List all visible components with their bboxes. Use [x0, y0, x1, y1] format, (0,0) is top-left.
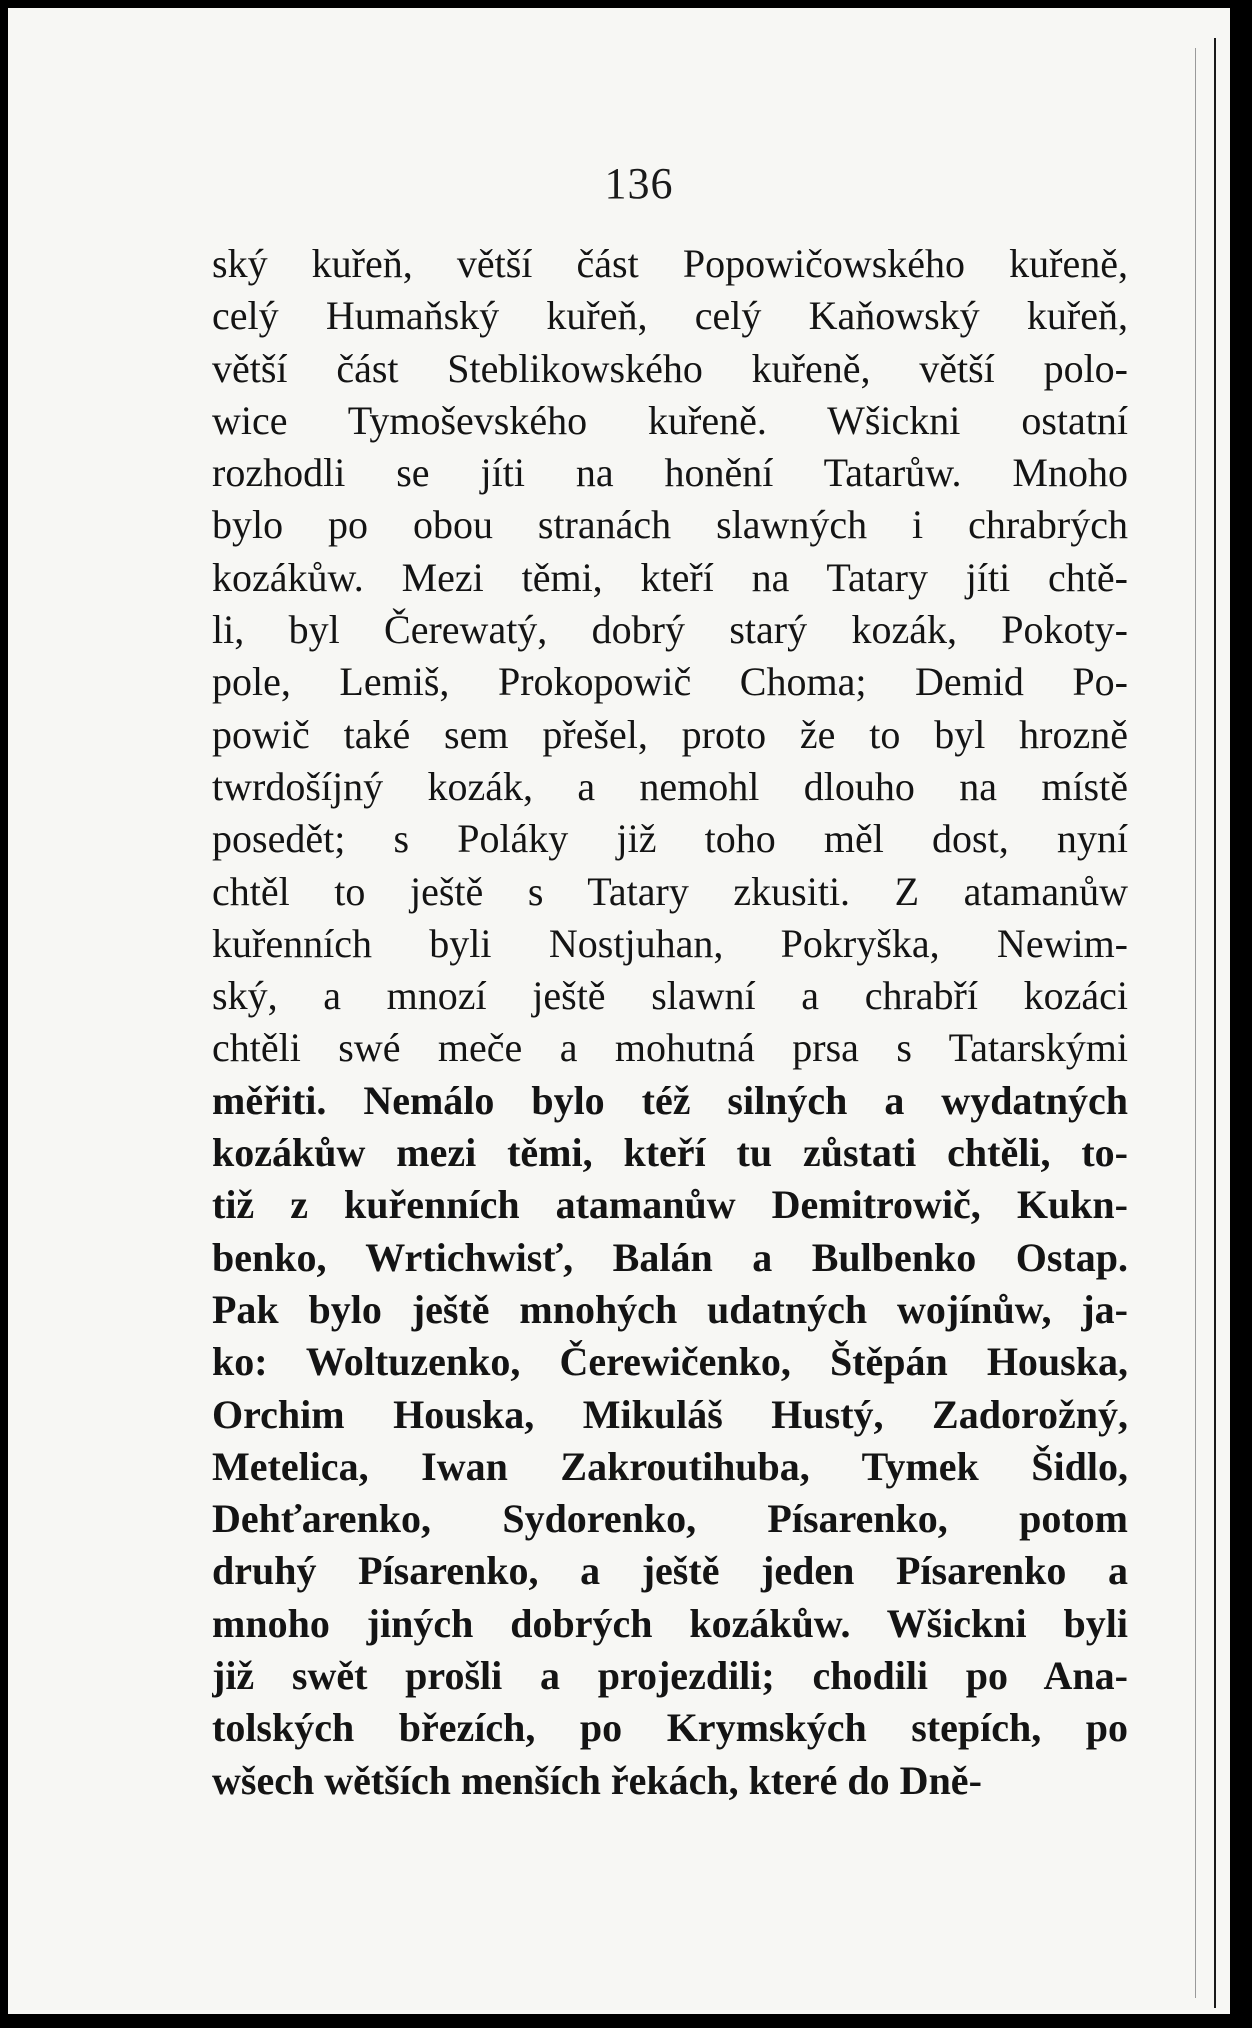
text-line: chtěli swé meče a mohutná prsa s Tatarskými — [212, 1025, 1128, 1071]
page-edge-line — [1195, 48, 1196, 1998]
text-line: kozákůw mezi těmi, kteří tu zůstati chtěli, to- — [212, 1130, 1128, 1176]
text-line: měřiti. Nemálo bylo též silných a wydatných — [212, 1077, 1128, 1123]
text-line: celý Humaňský kuřeň, celý Kaňowský kuřeň, — [212, 293, 1128, 339]
text-line: twrdošíjný kozák, a nemohl dlouho na místě — [212, 763, 1128, 809]
text-line: posedět; s Poláky již toho měl dost, nyní — [212, 816, 1128, 862]
text-line: tolských březích, po Krymských stepích, po — [212, 1705, 1128, 1751]
text-line: Orchim Houska, Mikuláš Hustý, Zadorožný, — [212, 1391, 1128, 1437]
text-line: druhý Písarenko, a ještě jeden Písarenko a — [212, 1548, 1128, 1594]
text-line: ko: Woltuzenko, Čerewičenko, Štěpán Houska, — [212, 1339, 1128, 1385]
page-number: 136 — [604, 159, 674, 208]
text-line: wšech wětších menších řekách, které do Dně- — [212, 1757, 982, 1803]
text-line: benko, Wrtichwisť, Balán a Bulbenko Ostap. — [212, 1234, 1128, 1280]
text-line: powič také sem přešel, proto že to byl hrozně — [212, 711, 1128, 757]
text-line: wice Tymoševského kuřeně. Wšickni ostatní — [212, 397, 1128, 443]
text-line: kuřenních byli Nostjuhan, Pokryška, Newim- — [212, 920, 1128, 966]
text-line: rozhodli se jíti na honění Tatarůw. Mnoho — [212, 450, 1128, 496]
book-page — [8, 8, 1230, 2014]
body-text — [212, 238, 1128, 1807]
text-line: li, byl Čerewatý, dobrý starý kozák, Pokoty- — [212, 607, 1128, 653]
text-line: ský, a mnozí ještě slawní a chrabří kozáci — [212, 973, 1128, 1019]
text-line: Dehťarenko, Sydorenko, Písarenko, potom — [212, 1496, 1128, 1542]
text-line: Metelica, Iwan Zakroutihuba, Tymek Šidlo, — [212, 1443, 1128, 1489]
text-line: ský kuřeň, větší část Popowičowského kuřeně, — [212, 241, 1128, 286]
text-line: větší část Steblikowského kuřeně, větší polo- — [212, 345, 1128, 391]
text-line: již swět prošli a projezdili; chodili po Ana- — [212, 1653, 1128, 1699]
text-line: chtěl to ještě s Tatary zkusiti. Z atamanůw — [212, 868, 1128, 914]
text-line: kozákůw. Mezi těmi, kteří na Tatary jíti chtě- — [212, 554, 1128, 600]
text-line: Pak bylo ještě mnohých udatných wojínůw, ja- — [212, 1286, 1128, 1332]
text-line: bylo po obou stranách slawných i chrabrých — [212, 502, 1128, 548]
page-edge-shadow — [1214, 38, 1216, 2008]
text-line: pole, Lemiš, Prokopowič Choma; Demid Po- — [212, 659, 1128, 705]
text-line: mnoho jiných dobrých kozákůw. Wšickni byli — [212, 1600, 1128, 1646]
text-line: tiž z kuřenních atamanůw Demitrowič, Kukn- — [212, 1182, 1128, 1228]
